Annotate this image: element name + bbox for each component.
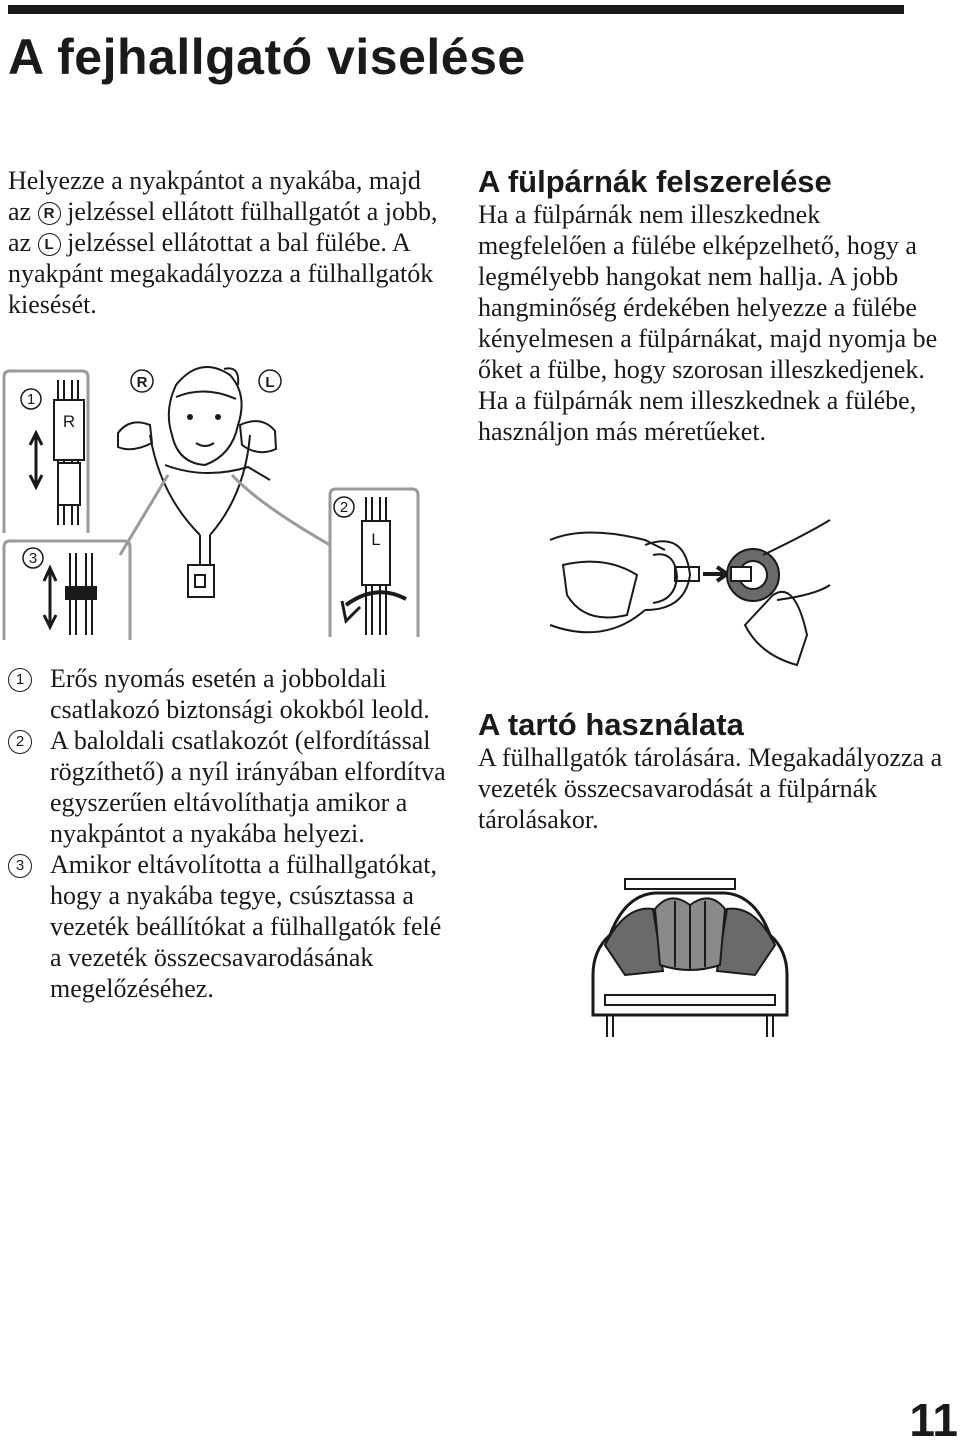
page-number: 11 bbox=[909, 1394, 958, 1446]
note-text: Amikor eltávolította a fülhallgatókat, hogy a nyakába tegye, csúsztassa a vezeték beállítókat a fülhallgatók felé a vezeték összecsavarodásának megelőzéséhez. bbox=[50, 850, 442, 1003]
note-text: Erős nyomás esetén a jobboldali csatlakozó biztonsági okokból leold. bbox=[50, 664, 430, 724]
intro-text-1: Helyezze a nyakpántot a nyakába, majd az bbox=[8, 166, 421, 226]
notes-list bbox=[8, 663, 458, 1004]
earpads-section bbox=[478, 165, 948, 447]
intro-paragraph bbox=[8, 165, 448, 320]
top-rule bbox=[8, 5, 904, 14]
holder-illustration bbox=[585, 875, 795, 1040]
note-item bbox=[8, 663, 458, 725]
note-number: 3 bbox=[8, 854, 32, 878]
intro-text-3: jelzéssel ellátottat a bal fülébe. A nyakpánt megakadályozza a fülhallgatók kiesését. bbox=[8, 228, 434, 319]
intro-text-2: jelzéssel ellátott fülhallgatót a jobb, az bbox=[8, 197, 438, 257]
figure-r-mark: R bbox=[136, 374, 148, 391]
note-number: 2 bbox=[8, 730, 32, 754]
callout-2: 2 bbox=[339, 499, 349, 516]
plug-l-label: L bbox=[371, 530, 381, 549]
note-item bbox=[8, 849, 458, 1004]
l-mark-icon: L bbox=[38, 233, 61, 256]
callout-1: 1 bbox=[26, 391, 36, 408]
note-number: 1 bbox=[8, 668, 32, 692]
callout-3: 3 bbox=[28, 550, 38, 567]
plug-r-label: R bbox=[62, 412, 76, 431]
r-mark-icon: R bbox=[38, 202, 61, 225]
note-item bbox=[8, 725, 458, 849]
holder-section bbox=[478, 708, 948, 835]
page-title: A fejhallgató viselése bbox=[8, 29, 526, 85]
holder-heading: A tartó használata bbox=[478, 707, 744, 742]
wearing-illustration bbox=[0, 355, 440, 645]
earpads-heading: A fülpárnák felszerelése bbox=[478, 164, 832, 199]
note-text: A baloldali csatlakozót (elfordítással rögzíthető) a nyíl irányában elfordítva egyszerűen eltávolíthatja amikor a nyakpántot a nyakába helyezi. bbox=[50, 726, 446, 848]
figure-l-mark: L bbox=[265, 374, 275, 391]
earpad-illustration bbox=[545, 515, 835, 680]
holder-text: A fülhallgatók tárolására. Megakadályozza a vezeték összecsavarodását a fülpárnák tárolásakor. bbox=[478, 743, 943, 834]
earpads-text: Ha a fülpárnák nem illeszkednek megfelelően a fülébe elképzelhető, hogy a legmélyebb hangokat nem hallja. A jobb hangminőség érdekében helyezze a fülébe kényelmesen a fülpárnákat, majd nyomja be őket a fülbe, hogy szorosan illeszkedjenek. Ha a fülpárnák nem illeszkednek a fülébe, használjon más méretűeket. bbox=[478, 200, 938, 446]
